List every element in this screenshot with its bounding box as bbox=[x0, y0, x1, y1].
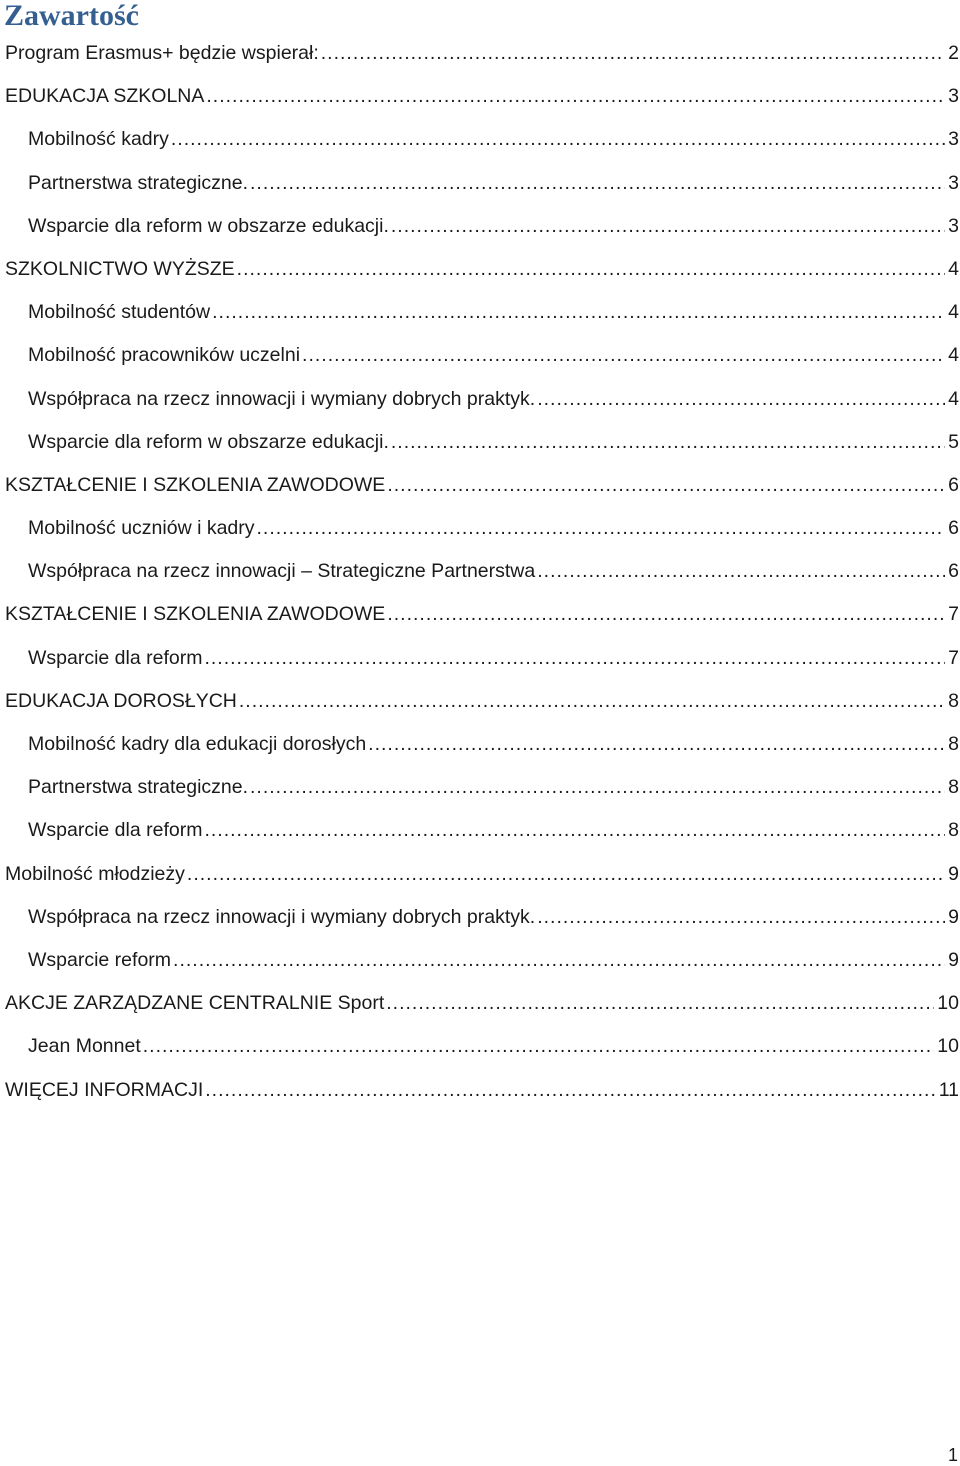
toc-entry-label: Współpraca na rzecz innowacji i wymiany dobrych praktyk. bbox=[28, 905, 536, 928]
toc-entry-page: 2 bbox=[948, 42, 959, 64]
dot-leader bbox=[321, 40, 945, 66]
toc-entry-label: Mobilność kadry dla edukacji dorosłych bbox=[28, 733, 367, 755]
toc-entry[interactable] bbox=[0, 332, 960, 375]
dot-leader bbox=[537, 386, 945, 412]
table-of-contents bbox=[0, 30, 960, 1110]
toc-entry-label: KSZTAŁCENIE I SZKOLENIA ZAWODOWE bbox=[5, 603, 386, 626]
dot-leader bbox=[204, 817, 945, 843]
toc-entry-page: 3 bbox=[948, 128, 959, 151]
dot-leader bbox=[537, 904, 945, 930]
toc-entry-page: 9 bbox=[948, 948, 959, 971]
toc-entry-label: Program Erasmus+ będzie wspierał: bbox=[5, 42, 319, 64]
toc-entry-label: Mobilność młodzieży bbox=[5, 862, 185, 885]
dot-leader bbox=[387, 601, 945, 627]
toc-entry[interactable] bbox=[0, 721, 960, 764]
toc-entry-label: SZKOLNICTWO WYŻSZE bbox=[5, 257, 235, 280]
dot-leader bbox=[537, 558, 945, 584]
dot-leader bbox=[143, 1033, 935, 1059]
toc-entry-label: Jean Monnet bbox=[28, 1035, 141, 1058]
dot-leader bbox=[386, 990, 934, 1016]
toc-entry[interactable] bbox=[0, 160, 960, 203]
toc-entry[interactable] bbox=[0, 116, 960, 159]
dot-leader bbox=[206, 83, 945, 109]
toc-entry[interactable] bbox=[0, 894, 960, 937]
toc-entry-label: Wsparcie reform bbox=[28, 948, 172, 971]
toc-entry[interactable] bbox=[0, 289, 960, 332]
dot-leader bbox=[171, 126, 945, 152]
toc-entry-page: 3 bbox=[948, 214, 959, 237]
toc-entry-page: 8 bbox=[948, 819, 959, 842]
toc-entry[interactable] bbox=[0, 635, 960, 678]
toc-entry-page: 3 bbox=[948, 85, 959, 108]
dot-leader bbox=[302, 342, 945, 368]
dot-leader bbox=[237, 256, 945, 282]
toc-entry-label: KSZTAŁCENIE I SZKOLENIA ZAWODOWE bbox=[5, 473, 386, 496]
toc-entry-label: WIĘCEJ INFORMACJI bbox=[5, 1078, 204, 1101]
toc-entry-label: Współpraca na rzecz innowacji – Strategiczne Partnerstwa bbox=[28, 560, 536, 583]
toc-entry-page: 8 bbox=[948, 733, 959, 755]
toc-entry[interactable] bbox=[0, 73, 960, 116]
toc-entry-page: 10 bbox=[937, 992, 959, 1015]
toc-entry-label: Mobilność studentów bbox=[28, 301, 211, 324]
toc-entry[interactable] bbox=[0, 807, 960, 850]
toc-entry-page: 8 bbox=[948, 689, 959, 712]
dot-leader bbox=[187, 861, 945, 887]
toc-entry[interactable] bbox=[0, 246, 960, 289]
toc-entry[interactable] bbox=[0, 376, 960, 419]
toc-entry-label: Współpraca na rzecz innowacji i wymiany dobrych praktyk. bbox=[28, 387, 536, 410]
dot-leader bbox=[391, 213, 945, 239]
toc-entry[interactable] bbox=[0, 937, 960, 980]
dot-leader bbox=[204, 645, 945, 671]
toc-entry[interactable] bbox=[0, 678, 960, 721]
toc-entry-label: Wsparcie dla reform bbox=[28, 819, 203, 842]
toc-entry[interactable] bbox=[0, 591, 960, 634]
toc-entry[interactable] bbox=[0, 980, 960, 1023]
toc-entry-label: AKCJE ZARZĄDZANE CENTRALNIE Sport bbox=[5, 992, 385, 1015]
toc-entry-label: Mobilność kadry bbox=[28, 128, 169, 151]
toc-entry[interactable] bbox=[0, 30, 960, 73]
dot-leader bbox=[257, 515, 946, 541]
dot-leader bbox=[250, 170, 945, 196]
toc-entry[interactable] bbox=[0, 505, 960, 548]
toc-entry[interactable] bbox=[0, 203, 960, 246]
toc-entry[interactable] bbox=[0, 1023, 960, 1066]
toc-entry-page: 4 bbox=[948, 301, 959, 324]
toc-entry[interactable] bbox=[0, 1067, 960, 1110]
toc-entry-page: 9 bbox=[948, 862, 959, 885]
page-number: 1 bbox=[947, 1445, 958, 1465]
toc-entry[interactable] bbox=[0, 462, 960, 505]
toc-title: Zawartość bbox=[4, 0, 139, 32]
dot-leader bbox=[387, 472, 945, 498]
dot-leader bbox=[250, 774, 945, 800]
toc-entry-label: Wsparcie dla reform w obszarze edukacji. bbox=[28, 430, 389, 453]
dot-leader bbox=[173, 947, 945, 973]
toc-entry-page: 8 bbox=[948, 776, 959, 799]
toc-entry-label: Wsparcie dla reform bbox=[28, 646, 203, 669]
dot-leader bbox=[368, 731, 945, 757]
toc-entry-page: 3 bbox=[948, 171, 959, 194]
toc-entry-label: Mobilność pracowników uczelni bbox=[28, 344, 301, 367]
toc-entry[interactable] bbox=[0, 419, 960, 462]
dot-leader bbox=[205, 1077, 936, 1103]
toc-entry-page: 6 bbox=[948, 517, 959, 540]
toc-entry-page: 11 bbox=[938, 1078, 959, 1101]
toc-entry-page: 10 bbox=[937, 1035, 959, 1058]
toc-entry-page: 9 bbox=[948, 905, 959, 928]
toc-entry[interactable] bbox=[0, 548, 960, 591]
toc-entry-label: EDUKACJA DOROSŁYCH bbox=[5, 689, 237, 712]
toc-entry-label: EDUKACJA SZKOLNA bbox=[5, 85, 205, 108]
toc-entry[interactable] bbox=[0, 851, 960, 894]
toc-entry-page: 7 bbox=[948, 603, 959, 626]
dot-leader bbox=[212, 299, 945, 325]
toc-entry-label: Partnerstwa strategiczne. bbox=[28, 171, 249, 194]
toc-entry-label: Wsparcie dla reform w obszarze edukacji. bbox=[28, 214, 389, 237]
toc-entry-page: 4 bbox=[948, 387, 959, 410]
toc-entry-page: 6 bbox=[948, 473, 959, 496]
toc-entry-page: 5 bbox=[948, 430, 959, 453]
toc-entry-page: 4 bbox=[948, 257, 959, 280]
toc-entry-page: 6 bbox=[948, 560, 959, 583]
dot-leader bbox=[239, 688, 945, 714]
toc-entry-page: 7 bbox=[948, 646, 959, 669]
toc-entry[interactable] bbox=[0, 764, 960, 807]
toc-entry-label: Mobilność uczniów i kadry bbox=[28, 517, 255, 540]
toc-entry-label: Partnerstwa strategiczne. bbox=[28, 776, 249, 799]
toc-entry-page: 4 bbox=[948, 344, 959, 367]
dot-leader bbox=[391, 429, 945, 455]
